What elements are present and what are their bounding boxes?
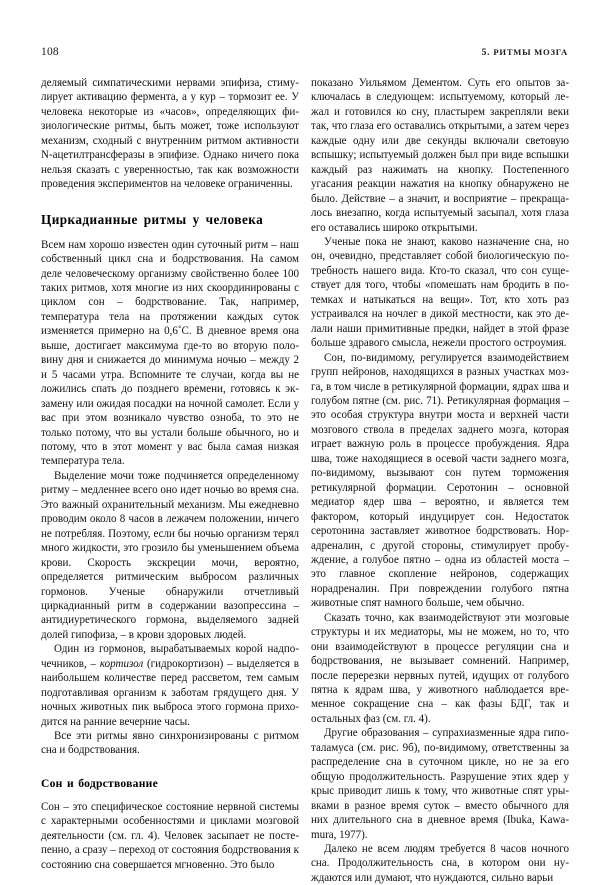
paragraph-with-term [41, 642, 299, 729]
paragraph: Сон – это специфическое состояние нервной системы с характерными особенностями и циклами мозговой деятельности (см. гл. 4). Человек засыпает не постепенно, а сразу – переход от состояния бодрствования к состоянию сна совершается мгновенно. Это было [41, 800, 299, 871]
paragraph: Сказать точно, как взаимодействуют эти мозговые структуры и их медиаторы, мы не можем, но то, что они взаимодействуют в процессе регуляции сна и бодрствования, не вызывает сомнений. Например, после перерезки нервных путей, идущих от голубого пятна к ядрам шва, у животного наблюдается временное сокращение сна – как фазы БДГ, так и остальных фаз (см. гл. 4). [311, 611, 569, 725]
paragraph: Другие образования – супрахиазменные ядра гипоталамуса (см. рис. 9б), по-видимому, ответственны за распределение сна в суточном цикле, но не за его общую продолжительность. Разрушение этих ядер у крыс приводит лишь к тому, что животные спят урывками в разное время суток – вместо обычного для них длительного сна в дневное время (Ibuka, Kawamura, 1977). [311, 727, 569, 841]
paragraph-continued-right: показано Уильямом Дементом. Суть его опытов заключалась в следующем: испытуемому, который лежал и готовился ко сну, пластырем закрепляли веки так, что глаза его оставались открытыми, а затем через каждые одну или две секунды включали световую вспышку; испытуемый должен был при виде вспышки каждый раз нажимать на кнопку. Постепенного угасания реакции нажатия на кнопку обнаружено не было. Действие – а значит, и восприятие – прекращалось внезапно, когда испытуемый засыпал, хотя глаза его оставались широко открытыми. [311, 77, 569, 234]
spacer [41, 791, 299, 800]
spacer [41, 192, 299, 212]
two-column-body [41, 76, 569, 884]
paragraph-continued-left: деляемый симпатическими нервами эпифиза, стимулирует активацию фермента, а у кур – тормозит ее. У человека некоторые из «часов», определяющих физиологические ритмы, быть может, тоже используют механизм, сходный с внутренним ритмом активности N-ацетилтрансферазы в эпифизе. Однако ничего пока нельзя сказать с уверенностью, так как возможности проведения экспериментов на человеке ограниченны. [41, 77, 299, 191]
spacer [41, 758, 299, 777]
running-head-title [482, 47, 568, 58]
running-head-chapter-title: РИТМЫ МОЗГА [493, 47, 568, 57]
italic-term-cortisol: кортизол [99, 657, 144, 670]
paragraph: Сон, по-видимому, регулируется взаимодействием групп нейронов, находящихся в разных участках мозга, в том числе в ретикулярной формации, ядрах шва и голубом пятне (см. рис. 71). Ретикулярная формация – это особая структура внутри моста и верхней части мозгового ствола в пределах заднего мозга, которая играет важную роль в процессе пробуждения. Ядра шва, тоже находящиеся в осевой части заднего мозга, по-видимому, вызывают сон путем торможения ретикулярной формации. Серотонин – основной медиатор ядер шва – вероятно, и является тем фактором, который индуцирует сон. Недостаток серотонина заставляет животное бодрствовать. Норадреналин, с другой стороны, стимулирует пробуждение, а голубое пятно – одна из областей моста – это главное скопление нейронов, содержащих норадреналин. При повреждении голубого пятна животные спят намного больше, чем обычно. [311, 351, 569, 610]
paragraph-text-part-1: Один из гормонов, вырабатываемых корой надпочечников, – [41, 643, 299, 670]
paragraph: Далеко не всем людям требуется 8 часов ночного сна. Продолжительность сна, в котором они нуждаются или думают, что нуждаются, сильно варьи [311, 843, 569, 884]
paragraph-text-part-2: (гидрокортизон) – выделяется в наибольшем количестве перед рассветом, тем самым подготавливая организм к заботам грядущего дня. У ночных животных пик выброса этого гормона приходится на ранние вечерние часы. [41, 657, 299, 728]
paragraph: Всем нам хорошо известен один суточный ритм – наш собственный цикл сна и бодрствования. На самом деле человеческому организму свойственно более 100 таких ритмов, хотя многие из них скоординированы с циклом сон – бодрствование. Так, например, температура тела на протяжении каждых суток изменяется примерно на 0,6˚С. В дневное время она выше, достигает максимума где-то во вторую половину дня и снижается до минимума ночью – между 2 и 5 часами утра. Вспомните те случаи, когда вы не ложились спать до позднего времени, готовясь к экзамену или ожидая посадки на ночной самолет. Если у вас при этом возникало чувство озноба, то это не только потому, что вы устали больше обычного, но и потому, что в этот момент у вас была самая низкая температура тела. [41, 238, 299, 468]
spacer [41, 228, 299, 238]
paragraph: Все эти ритмы явно синхронизированы с ритмом сна и бодрствования. [41, 730, 299, 757]
running-head-chapter-number: 5. [481, 47, 491, 58]
running-head [41, 46, 568, 64]
right-column [311, 76, 569, 884]
sub-heading-sleep-wakefulness: Сон и бодрствование [41, 776, 158, 790]
section-heading-circadian: Циркадианные ритмы у человека [41, 211, 264, 227]
left-column [41, 76, 299, 871]
page-number: 108 [41, 46, 59, 58]
paragraph: Выделение мочи тоже подчиняется определенному ритму – медленнее всего оно идет ночью во время сна. Это важный охранительный механизм. Мы ежедневно проводим около 8 часов в лежачем положении, ничего не потребляя. Поэтому, если бы ночью организм терял много жидкости, это грозило бы уменьшением объема крови. Скорость экскреции мочи, вероятно, определяется ритмическим выбросом различных гормонов. Ученые обнаружили отчетливый циркадианный ритм в содержании вазопрессина – антидиуретического гормона, выделяемого задней долей гипофиза, – в крови здоровых людей. [41, 469, 299, 641]
paragraph: Ученые пока не знают, каково назначение сна, но он, очевидно, представляет собой биологическую потребность нашего вида. Кто-то сказал, что сон существует для того, чтобы «помешать нам бродить в потемках и натыкаться на вещи». Тот, кто хоть раз устраивался на ночлег в дикой местности, как это делали наши примитивные предки, найдет в этой фразе больше здравого смысла, нежели простого острoумия. [311, 235, 569, 350]
